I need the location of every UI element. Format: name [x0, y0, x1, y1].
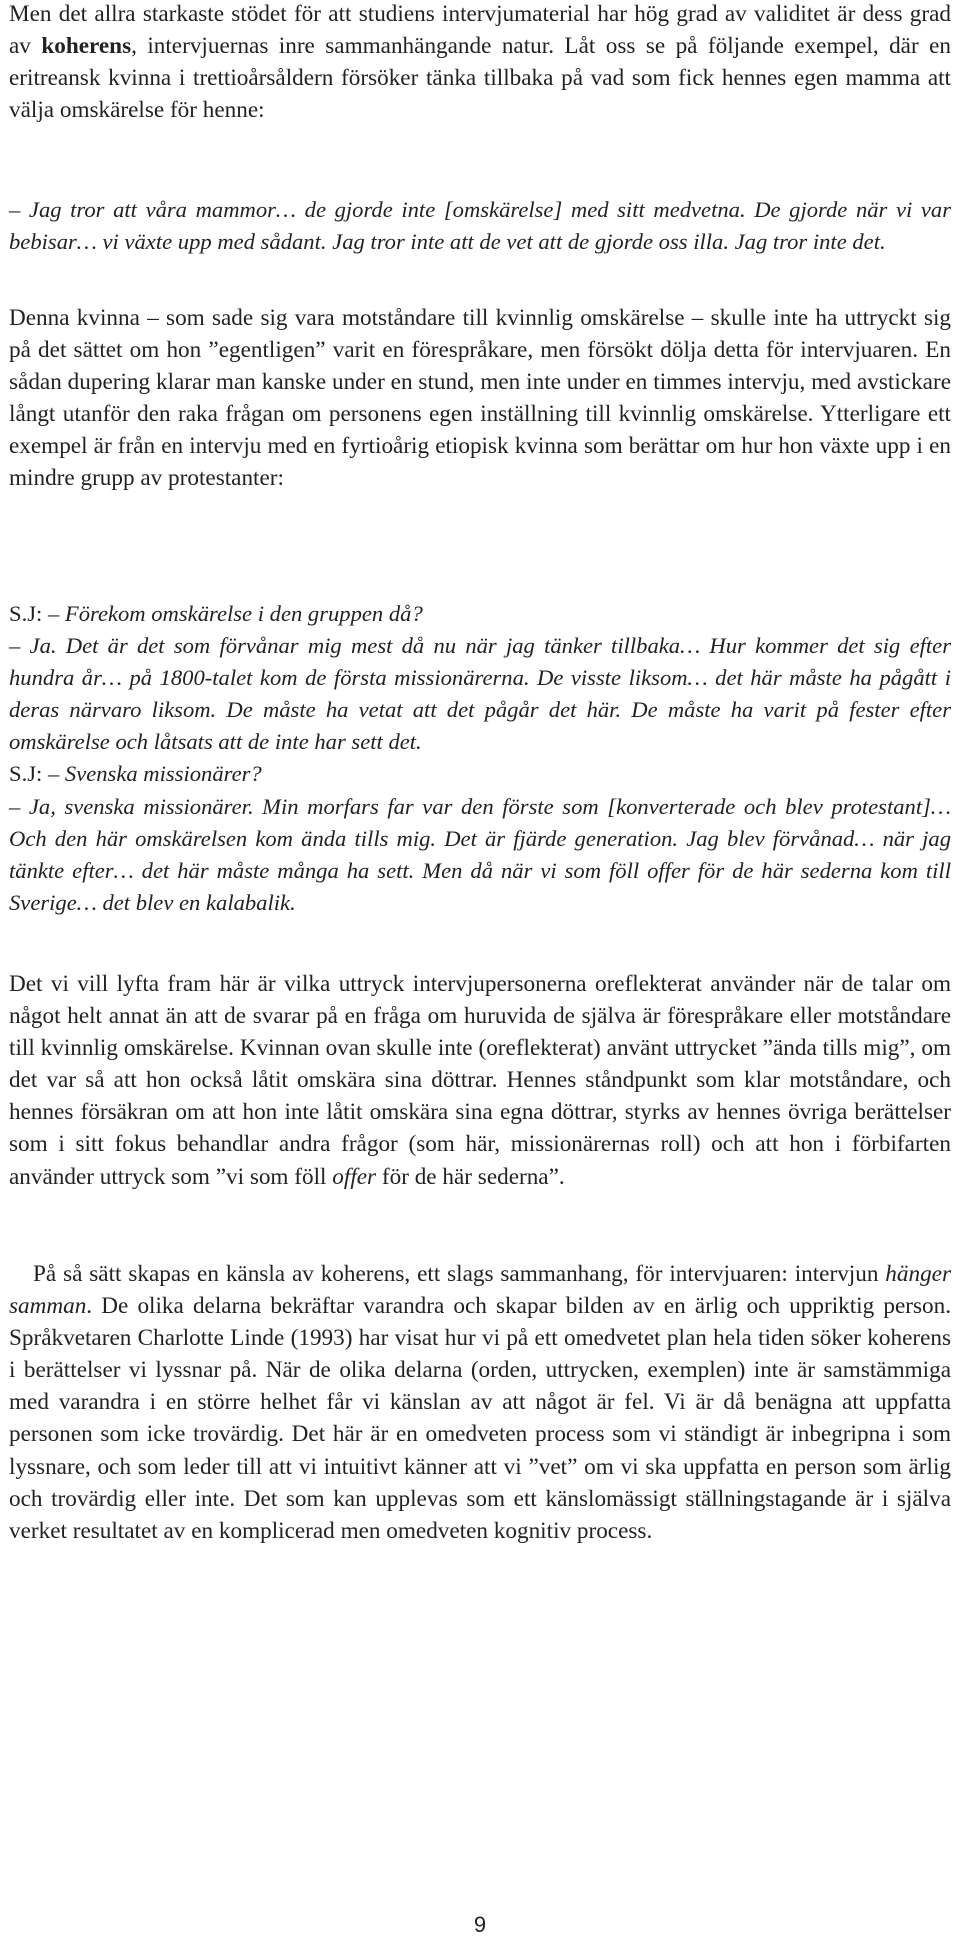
- paragraph-2: Denna kvinna – som sade sig vara motståndare till kvinnlig omskärelse – skulle inte ha uttryckt sig på det sättet om hon ”egentligen” varit en förespråkare, men försökt dölja detta för intervjuaren. En sådan dupering klarar man kanske under en stund, men inte under en timmes intervju, med avstickare långt utanför den raka frågan om personens egen inställning till kvinnlig omskärelse. Ytterligare ett exempel är från en intervju med en fyrtioårig etiopisk kvinna som berättar om hur hon växte upp i en mindre grupp av protestanter:: [9, 305, 951, 492]
- interview-answer-1: – Ja. Det är det som förvånar mig mest då nu när jag tänker tillbaka… Hur kommer det sig efter hundra år… på 1800-talet kom de första missionärerna. De visste liksom… det här måste ha pågått i deras närvaro liksom. De måste ha vetat att det pågår det här. De måste ha varit på fester efter omskärelse och låtsats att de inte har sett det.: [9, 633, 951, 755]
- paragraph-1: [9, 0, 951, 126]
- paragraph-4: [9, 1258, 951, 1547]
- interview-excerpt: [9, 598, 951, 919]
- page-number: 9: [473, 1912, 487, 1937]
- interview-answer-2: – Ja, svenska missionärer. Min morfars far var den förste som [konverterade och blev protestant]… Och den här omskärelsen kom ända tills mig. Det är fjärde generation. Jag blev förvånad… när jag tänkte efter… det här måste många ha sett. Men då när vi som föll offer för de här sederna kom till Sverige… det blev en kalabalik.: [9, 793, 951, 915]
- paragraph-1-bold-term: koherens: [41, 33, 132, 60]
- paragraph-3-text-a: Det vi vill lyfta fram här är vilka uttryck intervjupersonerna oreflekterat använder när de talar om något helt annat än att de svarar på en fråga om huruvida de själva är förespråkare eller motståndare till kvinnlig omskärelse. Kvinnan ovan skulle inte (oreflekterat) använt uttrycket ”ända tills mig”, om det var så att hon också låtit omskära sina döttrar. Hennes ståndpunkt som klar motståndare, och hennes försäkran om att hon inte låtit omskära sina egna döttrar, styrks av hennes övriga berättelser som i sitt fokus behandlar andra frågor (som här, missionärernas roll) och att hon i förbifarten använder uttryck som ”vi som föll: [9, 971, 951, 1190]
- paragraph-4-italic: hänger samman: [9, 1261, 951, 1320]
- paragraph-4-text-b: . De olika delarna bekräftar varandra och skapar bilden av en ärlig och uppriktig person. Språkvetaren Charlotte Linde (1993) har visat hur vi på ett omedvetet plan hela tiden söker koherens i berättelser vi lyssnar på. När de olika delarna (orden, uttrycken, exemplen) inte är samstämmiga med varandra i en större helhet får vi känslan av att något är fel. Vi är då benägna att uppfatta personen som icke trovärdig. Det här är en omedveten process som vi ständigt är inbegripna i som lyssnare, och som leder till att vi intuitivt känner att vi ”vet” om vi ska uppfatta en person som ärlig och trovärdig eller inte. Det som kan upplevas som ett känslomässigt ställningstagande är i själva verket resultatet av en komplicerad men omedveten kognitiv process.: [9, 1293, 951, 1544]
- interview-question-2: [9, 758, 951, 790]
- question-text: – Svenska missionärer?: [42, 761, 262, 787]
- question-text: – Förekom omskärelse i den gruppen då?: [42, 601, 423, 626]
- paragraph-3-italic: offer: [332, 1163, 377, 1190]
- speaker-label: S.J:: [9, 601, 43, 626]
- paragraph-1-text-a: Men det allra starkaste stödet för att studiens intervjumaterial har hög grad av validitet är dess grad av: [9, 1, 951, 60]
- quote-1: – Jag tror att våra mammor… de gjorde inte [omskärelse] med sitt medvetna. De gjorde när vi var bebisar… vi växte upp med sådant. Jag tror inte att de vet att de gjorde oss illa. Jag tror inte det.: [9, 197, 951, 255]
- speaker-label: S.J:: [9, 761, 43, 787]
- interview-question-1: [9, 598, 951, 630]
- paragraph-3-text-b: för de här sederna”.: [376, 1163, 565, 1190]
- paragraph-1-text-b: , intervjuernas inre sammanhängande natur. Låt oss se på följande exempel, där en eritreansk kvinna i trettioårsåldern försöker tänka tillbaka på vad som fick hennes egen mamma att välja omskärelse för henne:: [9, 33, 951, 124]
- paragraph-3: [9, 968, 951, 1193]
- paragraph-4-text-a: På så sätt skapas en känsla av koherens, ett slags sammanhang, för intervjuaren: intervjun: [33, 1261, 886, 1287]
